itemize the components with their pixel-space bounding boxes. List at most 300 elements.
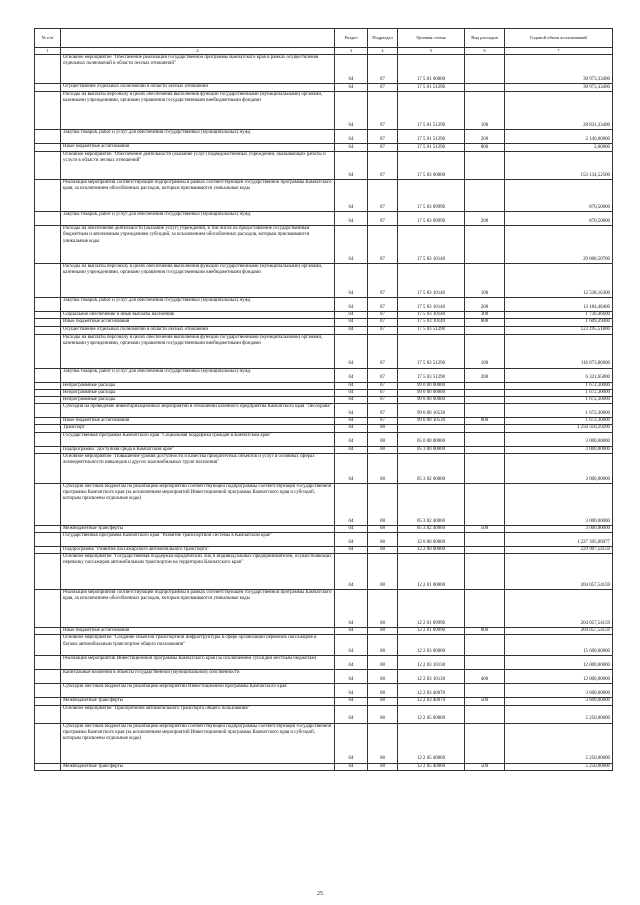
cell-name: Реализация мероприятий соответствующей подпрограммы в рамках соответствующей государственной программы Камчатского края, за исключением обособленных расходов, которым присваиваются уникальные коды <box>61 180 335 212</box>
cell-subsection: 07 <box>368 84 398 92</box>
cell-subsection: 07 <box>368 226 398 264</box>
cell-no <box>35 84 61 92</box>
cell-section: 04 <box>335 92 368 130</box>
table-row <box>35 319 613 326</box>
table-row <box>35 404 613 418</box>
cell-target-article: 17 5 03 10140 <box>398 312 465 319</box>
table-row <box>35 368 613 382</box>
column-index-row <box>35 48 613 55</box>
cell-section: 04 <box>335 382 368 389</box>
cell-amount: 5 250,00000 <box>505 763 613 770</box>
cell-target-article: 05 3 02 40060 <box>398 525 465 532</box>
cell-expense-type <box>465 554 505 590</box>
cell-section: 04 <box>335 326 368 334</box>
cell-expense-type <box>465 656 505 670</box>
cell-amount: 1 672,30000 <box>505 404 613 418</box>
cell-subsection: 07 <box>368 92 398 130</box>
cell-name: Основное мероприятие "Обеспечение деятельности (оказание услуг) подведомственных учреждений, оказывающих работы и услуги в области лесных отношений" <box>61 152 335 180</box>
table-row <box>35 92 613 130</box>
column-index: 4 <box>368 48 398 55</box>
cell-no <box>35 533 61 547</box>
cell-expense-type <box>465 382 505 389</box>
cell-target-article: 12 2 03 10130 <box>398 656 465 670</box>
column-index: 6 <box>465 48 505 55</box>
cell-expense-type: 800 <box>465 418 505 425</box>
cell-name: Расходы на выплаты персоналу в целях обеспечения выполнения функций государственными (муниципальными) органами, казенными учреждениями, органами управления государственными внебюджетными фондами <box>61 334 335 368</box>
cell-section: 04 <box>335 319 368 326</box>
table-row <box>35 298 613 312</box>
cell-amount: 3 000,00000 <box>505 525 613 532</box>
table-row <box>35 389 613 396</box>
cell-expense-type: 800 <box>465 144 505 152</box>
cell-subsection: 08 <box>368 446 398 453</box>
cell-expense-type <box>465 84 505 92</box>
cell-section: 04 <box>335 334 368 368</box>
cell-name: Основное мероприятие "Обеспечение реализации государственной программы Камчатского края в рамках осуществления отдельных полномочий в области лесных отношений" <box>61 55 335 84</box>
cell-expense-type <box>465 180 505 212</box>
cell-section: 04 <box>335 389 368 396</box>
table-row <box>35 483 613 525</box>
cell-section: 04 <box>335 84 368 92</box>
cell-no <box>35 326 61 334</box>
cell-section: 04 <box>335 656 368 670</box>
cell-section: 04 <box>335 628 368 635</box>
cell-no <box>35 590 61 628</box>
cell-target-article: 17 5 03 51290 <box>398 334 465 368</box>
cell-amount: 30 973,33400 <box>505 55 613 84</box>
cell-amount: 3 000,00000 <box>505 446 613 453</box>
cell-expense-type: 200 <box>465 130 505 144</box>
cell-subsection: 08 <box>368 590 398 628</box>
cell-target-article: 17 5 01 00000 <box>398 55 465 84</box>
cell-no <box>35 144 61 152</box>
cell-expense-type <box>465 226 505 264</box>
cell-subsection: 08 <box>368 432 398 446</box>
table-row <box>35 698 613 705</box>
cell-name: Субсидии местным бюджетам на реализацию мероприятий соответствующей подпрограммы соответствующей государственной программы Камчатского края (за исключением мероприятий Инвестиционной программы Камчатского края и субсидий, которым присвоены отдельные коды) <box>61 483 335 525</box>
cell-section: 04 <box>335 698 368 705</box>
cell-subsection: 07 <box>368 326 398 334</box>
cell-target-article: 12 2 05 40060 <box>398 723 465 763</box>
cell-expense-type <box>465 152 505 180</box>
cell-amount: 1 672,30000 <box>505 397 613 404</box>
cell-no <box>35 55 61 84</box>
cell-subsection: 07 <box>368 144 398 152</box>
cell-name: Субсидии местным бюджетам на реализацию мероприятий Инвестиционной программы Камчатского края <box>61 684 335 698</box>
cell-amount: 28 831,33400 <box>505 92 613 130</box>
cell-subsection: 07 <box>368 418 398 425</box>
cell-section: 04 <box>335 425 368 432</box>
table-row <box>35 684 613 698</box>
cell-expense-type: 100 <box>465 92 505 130</box>
cell-subsection: 07 <box>368 55 398 84</box>
cell-name: Закупка товаров, работ и услуг для обеспечения государственных (муниципальных) нужд <box>61 130 335 144</box>
cell-subsection: 07 <box>368 312 398 319</box>
cell-no <box>35 368 61 382</box>
cell-no <box>35 670 61 684</box>
cell-name: Основное мероприятие "Приобретение автомобильного транспорта общего пользования" <box>61 705 335 723</box>
cell-section: 04 <box>335 144 368 152</box>
cell-no <box>35 425 61 432</box>
cell-name: Иные бюджетные ассигнования <box>61 418 335 425</box>
cell-section: 04 <box>335 763 368 770</box>
cell-expense-type: 200 <box>465 368 505 382</box>
table-row <box>35 55 613 84</box>
cell-subsection: 08 <box>368 684 398 698</box>
cell-amount: 12 000,00000 <box>505 670 613 684</box>
cell-subsection: 08 <box>368 670 398 684</box>
cell-target-article: 17 5 03 10140 <box>398 264 465 298</box>
cell-amount: 116 873,86000 <box>505 334 613 368</box>
cell-target-article: 99 0 00 10530 <box>398 418 465 425</box>
cell-target-article: 12 2 03 00000 <box>398 635 465 656</box>
cell-no <box>35 763 61 770</box>
cell-subsection: 07 <box>368 212 398 226</box>
cell-amount: 1 672,30000 <box>505 389 613 396</box>
cell-target-article: 17 5 03 10140 <box>398 226 465 264</box>
cell-name: Реализация мероприятий Инвестиционной программы Камчатского края (за исключением субсидий местным бюджетам) <box>61 656 335 670</box>
cell-subsection: 07 <box>368 319 398 326</box>
cell-subsection: 08 <box>368 547 398 554</box>
cell-target-article: 17 5 01 51290 <box>398 144 465 152</box>
cell-amount: 204 057,54159 <box>505 554 613 590</box>
cell-no <box>35 404 61 418</box>
table-row <box>35 144 613 152</box>
cell-section: 04 <box>335 554 368 590</box>
cell-target-article: 17 5 01 51290 <box>398 92 465 130</box>
cell-target-article: 17 5 01 51290 <box>398 84 465 92</box>
cell-no <box>35 547 61 554</box>
cell-name: Осуществление отдельных полномочий в области лесных отношений <box>61 326 335 334</box>
cell-subsection: 07 <box>368 368 398 382</box>
cell-no <box>35 628 61 635</box>
cell-amount: 1 609,39400 <box>505 319 613 326</box>
table-row <box>35 446 613 453</box>
cell-expense-type <box>465 590 505 628</box>
cell-target-article: 99 0 00 00000 <box>398 397 465 404</box>
table-row <box>35 547 613 554</box>
cell-subsection: 08 <box>368 698 398 705</box>
header-row <box>35 29 613 48</box>
cell-target-article <box>398 425 465 432</box>
cell-amount: 204 057,54159 <box>505 590 613 628</box>
table-row <box>35 628 613 635</box>
cell-target-article: 17 5 03 51290 <box>398 368 465 382</box>
cell-name: Транспорт <box>61 425 335 432</box>
cell-name: Закупка товаров, работ и услуг для обеспечения государственных (муниципальных) нужд <box>61 298 335 312</box>
table-row <box>35 312 613 319</box>
cell-no <box>35 212 61 226</box>
cell-amount: 3 000,00000 <box>505 453 613 483</box>
cell-subsection: 07 <box>368 152 398 180</box>
cell-amount: 30 973,33400 <box>505 84 613 92</box>
cell-no <box>35 92 61 130</box>
table-row <box>35 326 613 334</box>
table-row <box>35 226 613 264</box>
cell-expense-type: 400 <box>465 670 505 684</box>
table-row <box>35 670 613 684</box>
cell-amount: 1 250 350,29200 <box>505 425 613 432</box>
cell-section: 04 <box>335 226 368 264</box>
cell-target-article: 05 3 00 00000 <box>398 446 465 453</box>
cell-target-article: 05 3 02 00000 <box>398 453 465 483</box>
table-row <box>35 382 613 389</box>
cell-subsection: 07 <box>368 382 398 389</box>
cell-expense-type <box>465 723 505 763</box>
table-row <box>35 590 613 628</box>
cell-target-article: 12 0 00 00000 <box>398 533 465 547</box>
cell-amount: 204 057,54159 <box>505 628 613 635</box>
cell-subsection: 08 <box>368 533 398 547</box>
cell-amount: 1 672,30000 <box>505 382 613 389</box>
cell-expense-type <box>465 389 505 396</box>
cell-section: 04 <box>335 397 368 404</box>
cell-amount: 3 600,00000 <box>505 684 613 698</box>
cell-no <box>35 130 61 144</box>
cell-subsection: 08 <box>368 723 398 763</box>
table-row <box>35 432 613 446</box>
budget-table-sheet <box>34 28 612 771</box>
cell-no <box>35 298 61 312</box>
cell-subsection: 07 <box>368 298 398 312</box>
cell-name: Основное мероприятие "Создание объектов транспортной инфраструктуры в сфере организации перевозок пассажиров и багажа автомобильным транспортом общего пользования" <box>61 635 335 656</box>
cell-amount: 13 184,48400 <box>505 298 613 312</box>
cell-name: Закупка товаров, работ и услуг для обеспечения государственных (муниципальных) нужд <box>61 368 335 382</box>
cell-amount: 15 600,00000 <box>505 635 613 656</box>
cell-section: 04 <box>335 705 368 723</box>
budget-table <box>34 28 613 771</box>
cell-section: 04 <box>335 432 368 446</box>
cell-expense-type: 800 <box>465 628 505 635</box>
cell-expense-type <box>465 432 505 446</box>
cell-amount: 29 068,50700 <box>505 226 613 264</box>
cell-expense-type: 200 <box>465 212 505 226</box>
cell-expense-type <box>465 705 505 723</box>
cell-name: Иные бюджетные ассигнования <box>61 144 335 152</box>
cell-name: Социальное обеспечение и иные выплаты населению <box>61 312 335 319</box>
cell-amount: 1 736,46600 <box>505 312 613 319</box>
table-row <box>35 723 613 763</box>
cell-no <box>35 312 61 319</box>
cell-no <box>35 319 61 326</box>
cell-name: Непрограммные расходы <box>61 389 335 396</box>
cell-expense-type <box>465 446 505 453</box>
cell-no <box>35 264 61 298</box>
header-name <box>61 29 335 48</box>
cell-subsection: 08 <box>368 656 398 670</box>
cell-section: 04 <box>335 684 368 698</box>
table-row <box>35 525 613 532</box>
cell-expense-type: 100 <box>465 334 505 368</box>
cell-amount: 3 000,00000 <box>505 432 613 446</box>
cell-expense-type <box>465 547 505 554</box>
cell-section: 04 <box>335 453 368 483</box>
cell-no <box>35 554 61 590</box>
cell-no <box>35 334 61 368</box>
table-row <box>35 397 613 404</box>
cell-amount: 229 907,54159 <box>505 547 613 554</box>
cell-name: Непрограммные расходы <box>61 397 335 404</box>
cell-name: Иные бюджетные ассигнования <box>61 628 335 635</box>
table-row <box>35 152 613 180</box>
cell-expense-type <box>465 55 505 84</box>
cell-name: Межбюджетные трансферты <box>61 698 335 705</box>
cell-target-article: 05 3 02 40060 <box>398 483 465 525</box>
cell-name: Капитальные вложения в объекты государственной (муниципальной) собственности <box>61 670 335 684</box>
column-index: 5 <box>398 48 465 55</box>
cell-section: 04 <box>335 404 368 418</box>
column-index: 1 <box>35 48 61 55</box>
cell-amount: 2 140,00000 <box>505 130 613 144</box>
cell-subsection: 07 <box>368 397 398 404</box>
cell-subsection: 08 <box>368 425 398 432</box>
cell-expense-type <box>465 404 505 418</box>
cell-expense-type: 500 <box>465 698 505 705</box>
cell-target-article: 12 2 05 40060 <box>398 763 465 770</box>
cell-name: Непрограммные расходы <box>61 382 335 389</box>
cell-amount: 2,00000 <box>505 144 613 152</box>
table-row <box>35 656 613 670</box>
cell-subsection: 07 <box>368 404 398 418</box>
cell-target-article: 17 5 03 10140 <box>398 319 465 326</box>
cell-target-article: 17 5 03 10140 <box>398 298 465 312</box>
header-section: Раздел <box>335 29 368 48</box>
cell-name: Межбюджетные трансферты <box>61 763 335 770</box>
table-row <box>35 130 613 144</box>
cell-expense-type: 800 <box>465 319 505 326</box>
cell-subsection: 08 <box>368 763 398 770</box>
table-row <box>35 705 613 723</box>
cell-expense-type <box>465 425 505 432</box>
cell-subsection: 07 <box>368 389 398 396</box>
cell-target-article: 17 5 03 09990 <box>398 180 465 212</box>
header-annual-amount: Годовой объем ассигнований <box>505 29 613 48</box>
cell-no <box>35 483 61 525</box>
cell-no <box>35 432 61 446</box>
cell-expense-type <box>465 635 505 656</box>
cell-subsection: 08 <box>368 525 398 532</box>
cell-section: 04 <box>335 418 368 425</box>
cell-section: 04 <box>335 525 368 532</box>
cell-no <box>35 446 61 453</box>
cell-no <box>35 656 61 670</box>
cell-name: Закупка товаров, работ и услуг для обеспечения государственных (муниципальных) нужд <box>61 212 335 226</box>
cell-no <box>35 635 61 656</box>
cell-amount: 123 195,51800 <box>505 326 613 334</box>
cell-subsection: 08 <box>368 705 398 723</box>
cell-expense-type <box>465 684 505 698</box>
cell-target-article: 17 5 01 51290 <box>398 130 465 144</box>
cell-amount: 12 538,16300 <box>505 264 613 298</box>
cell-target-article: 99 0 00 00000 <box>398 382 465 389</box>
cell-section: 04 <box>335 533 368 547</box>
cell-amount: 1 227 395,06977 <box>505 533 613 547</box>
cell-name: Подпрограмма "Развитие пассажирского автомобильного транспорта" <box>61 547 335 554</box>
cell-expense-type: 500 <box>465 763 505 770</box>
cell-subsection: 07 <box>368 180 398 212</box>
cell-target-article: 12 2 03 40070 <box>398 698 465 705</box>
cell-name: Основное мероприятие "Государственная поддержка юридических лиц и индивидуальных предпринимателей, осуществляющих перевозку пассажиров автомобильным транспортом на территории Камчатского края" <box>61 554 335 590</box>
column-index: 2 <box>61 48 335 55</box>
table-row <box>35 334 613 368</box>
table-row <box>35 180 613 212</box>
cell-subsection: 08 <box>368 554 398 590</box>
cell-no <box>35 705 61 723</box>
header-target-article: Целевая статья <box>398 29 465 48</box>
cell-no <box>35 723 61 763</box>
cell-section: 04 <box>335 212 368 226</box>
cell-subsection: 07 <box>368 334 398 368</box>
cell-section: 04 <box>335 264 368 298</box>
cell-amount: 5 250,00000 <box>505 705 613 723</box>
cell-expense-type <box>465 533 505 547</box>
cell-subsection: 08 <box>368 628 398 635</box>
cell-expense-type: 500 <box>465 525 505 532</box>
cell-name: Иные бюджетные ассигнования <box>61 319 335 326</box>
header-expense-type: Вид расходов <box>465 29 505 48</box>
cell-section: 04 <box>335 152 368 180</box>
cell-subsection: 08 <box>368 483 398 525</box>
table-row <box>35 84 613 92</box>
cell-section: 04 <box>335 723 368 763</box>
cell-name: Подпрограмма "Доступная среда в Камчатском крае" <box>61 446 335 453</box>
column-index: 3 <box>335 48 368 55</box>
cell-expense-type: 100 <box>465 264 505 298</box>
cell-name: Расходы на выплаты персоналу в целях обеспечения выполнения функций государственными (муниципальными) органами, казенными учреждениями, органами управления государственными внебюджетными фондами <box>61 92 335 130</box>
cell-section: 04 <box>335 547 368 554</box>
cell-subsection: 08 <box>368 635 398 656</box>
cell-name: Осуществление отдельных полномочий в области лесных отношений <box>61 84 335 92</box>
cell-no <box>35 684 61 698</box>
cell-amount: 12 000,00000 <box>505 656 613 670</box>
cell-name: Государственная программа Камчатского края "Социальная поддержка граждан в Камчатском крае" <box>61 432 335 446</box>
cell-section: 04 <box>335 590 368 628</box>
cell-name: Основное мероприятие "Повышение уровня доступности и качества приоритетных объектов и услуг в основных сферах жизнедеятельности инвалидов и других маломобильных групп населения" <box>61 453 335 483</box>
cell-amount: 6 321,65800 <box>505 368 613 382</box>
cell-no <box>35 389 61 396</box>
cell-subsection: 08 <box>368 453 398 483</box>
cell-section: 04 <box>335 55 368 84</box>
cell-target-article: 12 2 03 40070 <box>398 684 465 698</box>
cell-target-article: 12 2 01 09990 <box>398 590 465 628</box>
cell-name: Расходы на обеспечение деятельности (оказание услуг) учреждений, в том числе на предоставление государственным бюджетным и автономным учреждениям субсидий, за исключением обособленных расходов, которым присваиваются уникальные коды <box>61 226 335 264</box>
cell-target-article: 17 5 03 09990 <box>398 212 465 226</box>
cell-name: Субсидия на проведение инвентаризационных мероприятий в отношении казенного предприятия Камчатского края "Лесохрана" <box>61 404 335 418</box>
cell-amount: 870,50000 <box>505 212 613 226</box>
cell-no <box>35 226 61 264</box>
cell-no <box>35 397 61 404</box>
table-row <box>35 453 613 483</box>
cell-amount: 5 250,00000 <box>505 723 613 763</box>
column-index: 7 <box>505 48 613 55</box>
cell-amount: 3 600,00000 <box>505 698 613 705</box>
header-subsection: Подраздел <box>368 29 398 48</box>
cell-section: 04 <box>335 298 368 312</box>
cell-expense-type <box>465 397 505 404</box>
cell-no <box>35 382 61 389</box>
cell-no <box>35 180 61 212</box>
cell-no <box>35 453 61 483</box>
cell-section: 04 <box>335 180 368 212</box>
cell-section: 04 <box>335 130 368 144</box>
table-row <box>35 635 613 656</box>
cell-expense-type <box>465 483 505 525</box>
cell-section: 04 <box>335 368 368 382</box>
table-row <box>35 554 613 590</box>
cell-amount: 1 672,30000 <box>505 418 613 425</box>
cell-section: 04 <box>335 483 368 525</box>
table-row <box>35 418 613 425</box>
